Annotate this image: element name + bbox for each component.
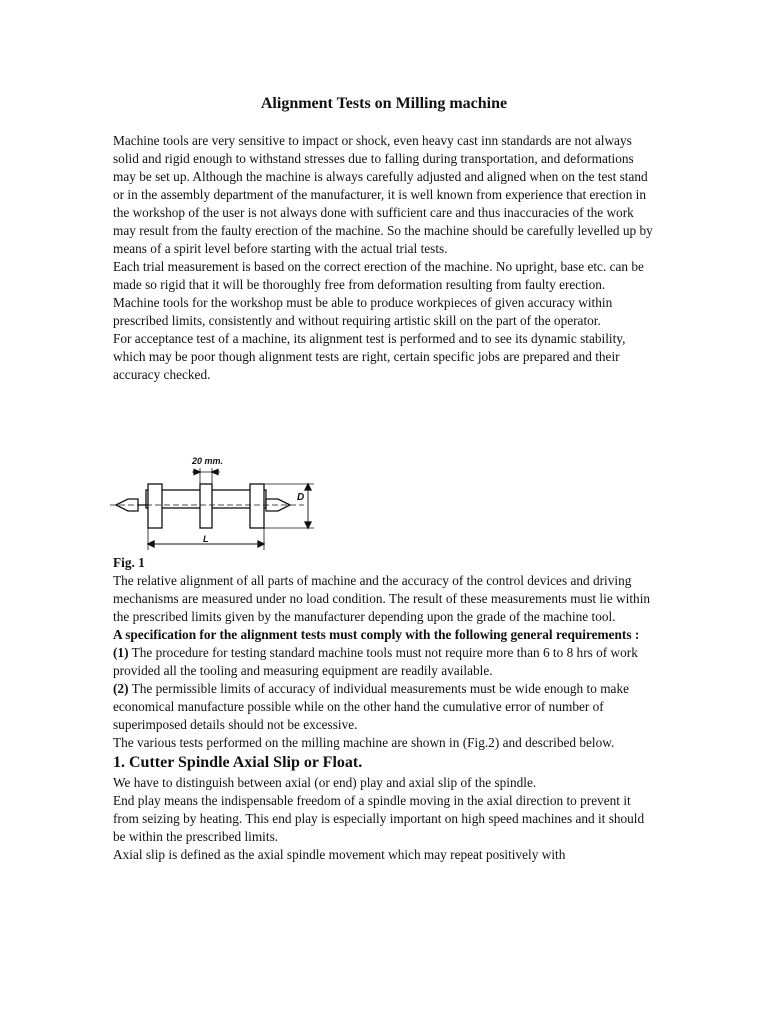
paragraph: End play means the indispensable freedom of a spindle moving in the axial direction to prevent it from seizing by heating. This end play is especially important on high speed machines and it should be within the prescribed limits.	[113, 793, 645, 844]
page-title: Alignment Tests on Milling machine	[260, 95, 508, 112]
left-collar	[148, 484, 162, 528]
paragraph: The relative alignment of all parts of machine and the accuracy of the control devices and driving mechanisms are measured under no load condition. The result of these measurements must lie within the prescribed limits given by the manufacturer depending upon the grade of the machine tool.	[113, 573, 651, 624]
requirement-item	[113, 644, 658, 680]
right-collar	[250, 484, 264, 528]
paragraph: Each trial measurement is based on the correct erection of the machine. No upright, base etc. can be made so rigid that it will be thoroughly free from deformation resulting from faulty erection.	[113, 259, 644, 292]
requirement-item	[113, 680, 658, 734]
paragraph: Axial slip is defined as the axial spindle movement which may repeat positively with	[113, 847, 566, 862]
paragraph: The various tests performed on the milling machine are shown in (Fig.2) and described below.	[113, 735, 615, 750]
requirement-text: The procedure for testing standard machine tools must not require more than 6 to 8 hrs of work provided all the tooling and measuring equipment are readily available.	[113, 645, 638, 678]
shaft-diagram-figure	[108, 454, 320, 558]
requirement-number: (2)	[113, 681, 129, 696]
dimension-diameter-label: D	[297, 492, 305, 503]
requirement-number: (1)	[113, 645, 129, 660]
paragraph: Machine tools for the workshop must be able to produce workpieces of given accuracy within prescribed limits, consistently and without requiring artistic skill on the part of the operator.	[113, 295, 613, 328]
paragraph: Machine tools are very sensitive to impact or shock, even heavy cast inn standards are not always solid and rigid enough to withstand stresses due to falling during transportation, and deformations may be set up. Although the machine is always carefully adjusted and aligned when on the test stand or in the assembly department of the manufacturer, it is well known from experience that erection in the workshop of the user is not always done with sufficient care and thus inaccuracies of the work may result from the faulty erection of the machine. So the machine should be carefully levelled up by means of a spirit level before starting with the actual trial tests.	[113, 133, 653, 256]
intro-text	[113, 132, 658, 384]
figure-caption: Fig. 1	[113, 555, 145, 570]
requirement-text: The permissible limits of accuracy of individual measurements must be wide enough to make economical manufacture possible while on the other hand the cumulative error of number of superimposed details should not be excessive.	[113, 681, 629, 732]
dimension-width-label: 20 mm.	[192, 456, 224, 466]
middle-collar	[200, 484, 212, 528]
paragraph: We have to distinguish between axial (or end) play and axial slip of the spindle.	[113, 775, 537, 790]
paragraph: For acceptance test of a machine, its alignment test is performed and to see its dynamic stability, which may be poor though alignment tests are right, certain specific jobs are prepared and their accuracy checked.	[113, 331, 626, 382]
main-text	[113, 554, 658, 864]
spec-heading: A specification for the alignment tests must comply with the following general requirements :	[113, 627, 640, 642]
dimension-length-label: L	[203, 534, 209, 544]
section-heading: 1. Cutter Spindle Axial Slip or Float.	[113, 754, 363, 771]
